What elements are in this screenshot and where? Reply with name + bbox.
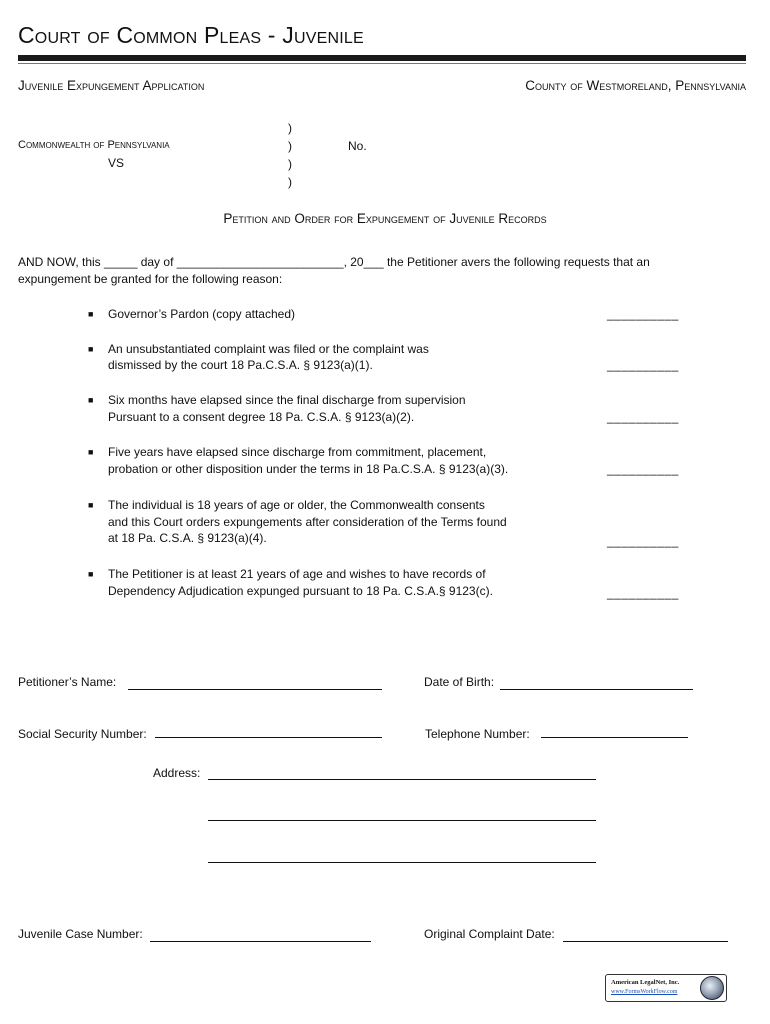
petition-heading: Petition and Order for Expungement of Juvenile Records	[223, 211, 547, 226]
reason-initial-blank[interactable]: __________	[607, 307, 679, 321]
date-of-birth-label: Date of Birth:	[424, 675, 495, 689]
logo-company-name: American LegalNet, Inc.	[611, 979, 680, 986]
bullet-icon: ■	[88, 447, 94, 457]
caption-paren: )	[288, 121, 292, 135]
header-rule-thin	[18, 63, 746, 64]
reason-text: dismissed by the court 18 Pa.C.S.A. § 9123(a)(1).	[108, 358, 373, 372]
american-legalnet-logo	[605, 974, 727, 1002]
reason-text: Governor’s Pardon (copy attached)	[108, 307, 295, 321]
address-label: Address:	[153, 766, 201, 780]
reason-text: The Petitioner is at least 21 years of age and wishes to have records of	[108, 567, 486, 581]
juvenile-case-number-field[interactable]	[150, 941, 371, 942]
telephone-field[interactable]	[541, 737, 688, 738]
petitioner-name-field[interactable]	[128, 689, 382, 690]
reason-text: at 18 Pa. C.S.A. § 9123(a)(4).	[108, 531, 267, 545]
globe-icon	[700, 976, 724, 1000]
reason-text: An unsubstantiated complaint was filed or the complaint was	[108, 342, 429, 356]
petitioner-name-label: Petitioner’s Name:	[18, 675, 117, 689]
ssn-label: Social Security Number:	[18, 727, 147, 741]
bullet-icon: ■	[88, 500, 94, 510]
reason-text: Six months have elapsed since the final discharge from supervision	[108, 393, 466, 407]
caption-paren: )	[288, 157, 292, 171]
telephone-label: Telephone Number:	[425, 727, 530, 741]
address-line-1-field[interactable]	[208, 779, 596, 780]
bullet-icon: ■	[88, 344, 94, 354]
bullet-icon: ■	[88, 569, 94, 579]
date-of-birth-field[interactable]	[500, 689, 693, 690]
reason-initial-blank[interactable]: __________	[607, 462, 679, 476]
logo-url-link[interactable]: www.FormsWorkFlow.com	[611, 989, 678, 995]
intro-line-2: expungement be granted for the following reason:	[18, 272, 283, 286]
reason-text: The individual is 18 years of age or older, the Commonwealth consents	[108, 498, 485, 512]
address-line-3-field[interactable]	[208, 862, 596, 863]
reason-text: Dependency Adjudication expunged pursuant to 18 Pa. C.S.A.§ 9123(c).	[108, 584, 493, 598]
reason-initial-blank[interactable]: __________	[607, 358, 679, 372]
bullet-icon: ■	[88, 309, 94, 319]
complaint-date-label: Original Complaint Date:	[424, 927, 555, 941]
intro-line-1: AND NOW, this _____ day of _________________________, 20___ the Petitioner avers the following requests that an	[18, 255, 650, 269]
reason-text: Five years have elapsed since discharge from commitment, placement,	[108, 445, 487, 459]
bullet-icon: ■	[88, 395, 94, 405]
party-name: Commonwealth of Pennsylvania	[18, 139, 170, 151]
versus-label: VS	[108, 156, 125, 170]
reason-text: probation or other disposition under the terms in 18 Pa.C.S.A. § 9123(a)(3).	[108, 462, 509, 476]
county-name: County of Westmoreland, Pennsylvania	[525, 78, 746, 93]
case-number-label: No.	[348, 139, 367, 153]
reason-initial-blank[interactable]: __________	[607, 534, 679, 548]
case-number-field-label: Juvenile Case Number:	[18, 927, 143, 941]
ssn-field[interactable]	[155, 737, 382, 738]
form-name: Juvenile Expungement Application	[18, 78, 205, 93]
reason-initial-blank[interactable]: __________	[607, 410, 679, 424]
reason-text: and this Court orders expungements after consideration of the Terms found	[108, 515, 507, 529]
caption-paren: )	[288, 175, 292, 189]
caption-paren: )	[288, 139, 292, 153]
address-line-2-field[interactable]	[208, 820, 596, 821]
reason-text: Pursuant to a consent degree 18 Pa. C.S.A. § 9123(a)(2).	[108, 410, 415, 424]
court-title: Court of Common Pleas - Juvenile	[18, 22, 364, 48]
original-complaint-date-field[interactable]	[563, 941, 728, 942]
header-rule-thick	[18, 55, 746, 61]
reason-initial-blank[interactable]: __________	[607, 586, 679, 600]
